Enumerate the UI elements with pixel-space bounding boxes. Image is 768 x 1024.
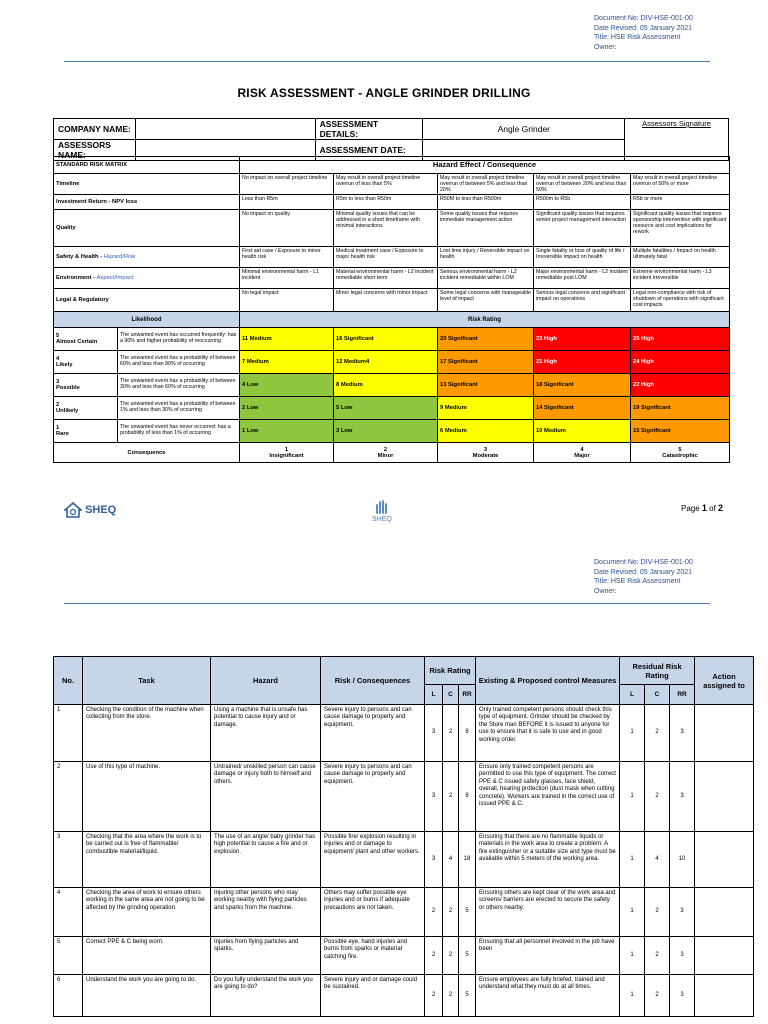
- row-residual-l: 1: [620, 888, 645, 937]
- row-residual-c: 2: [645, 705, 670, 762]
- row-controls: Ensuring others are kept clear of the work area and screens/ barriers are erected to secure the safety or others nearby.: [476, 888, 620, 937]
- table-row: [54, 832, 754, 888]
- row-risk: Possible fire/ explosion resulting in injuries and or damage to equipment/ plant and other workers.: [321, 832, 425, 888]
- row-l: 3: [425, 832, 443, 888]
- risk-rating-cell: 25 High: [631, 328, 730, 351]
- col-residual-c: C: [645, 685, 670, 705]
- risk-rating-cell: 3 Low: [334, 420, 438, 443]
- row-hazard: Do you fully understand the work you are going to do?: [211, 975, 321, 1017]
- effect-row: [54, 195, 730, 210]
- effect-cell: First aid case / Exposure to minor health risk: [240, 247, 334, 268]
- row-rr: 5: [459, 888, 476, 937]
- row-l: 3: [425, 705, 443, 762]
- row-task: Checking that the area where the work is to be carried out is free of flammable/ combustible material/liquid.: [83, 832, 211, 888]
- date-revised: Date Revised: 05 January 2021: [594, 568, 693, 576]
- effect-row-label: Quality: [54, 210, 240, 247]
- row-task: Checking the condition of the machine when collecting from the store.: [83, 705, 211, 762]
- risk-rating-cell: 12 Medium4: [334, 351, 438, 374]
- assessment-header-table: [53, 118, 729, 161]
- house-icon: [64, 502, 82, 518]
- table-row: [54, 888, 754, 937]
- row-residual-l: 1: [620, 937, 645, 975]
- col-no: No.: [54, 657, 83, 705]
- row-number: 5: [54, 937, 83, 975]
- effect-cell: Less than R5m: [240, 195, 334, 210]
- risk-rating-cell: 9 Medium: [438, 397, 534, 420]
- assessment-details-label: ASSESSMENT DETAILS:: [315, 119, 423, 140]
- col-rr: RR: [459, 685, 476, 705]
- effect-cell: May result in overall project timeline overrun of 50% or more: [631, 174, 730, 195]
- effect-cell: Lost time injury / Reversible impact on health: [438, 247, 534, 268]
- row-l: 2: [425, 937, 443, 975]
- col-residual-l: L: [620, 685, 645, 705]
- effect-row: [54, 174, 730, 195]
- row-rr: 8: [459, 705, 476, 762]
- row-rr: 5: [459, 937, 476, 975]
- risk-rating-cell: 5 Low: [334, 397, 438, 420]
- risk-matrix: [53, 156, 730, 463]
- row-number: 2: [54, 762, 83, 832]
- row-c: 2: [443, 937, 459, 975]
- effect-cell: Material environmental harm - L2 incident remediable short term: [334, 268, 438, 289]
- document-number: Document No: DIV-HSE-001-00: [594, 15, 693, 22]
- hazard-effect-header: Hazard Effect / Consequence: [240, 157, 730, 174]
- row-number: 3: [54, 832, 83, 888]
- effect-row: [54, 289, 730, 312]
- effect-cell: No legal impact: [240, 289, 334, 312]
- consequence-2: 2 Minor: [334, 443, 438, 463]
- row-residual-l: 1: [620, 975, 645, 1017]
- hand-icon: [374, 500, 390, 514]
- effect-cell: Significant quality issues that requires senior project management interaction: [534, 210, 631, 247]
- risk-rating-header: Risk Rating: [240, 312, 730, 328]
- col-c: C: [443, 685, 459, 705]
- row-action[interactable]: [695, 888, 754, 937]
- risk-rating-cell: 2 Low: [240, 397, 334, 420]
- effect-cell: Single fatality or loss of quality of life / Irreversible impact on health: [534, 247, 631, 268]
- effect-cell: R500m to R5b: [534, 195, 631, 210]
- likelihood-label: 5 Almost Certain: [54, 328, 118, 351]
- row-residual-c: 2: [645, 762, 670, 832]
- risk-rating-cell: 24 High: [631, 351, 730, 374]
- page-title: RISK ASSESSMENT - ANGLE GRINDER DRILLING: [237, 86, 531, 100]
- effect-cell: Minor legal concerns with minor impact: [334, 289, 438, 312]
- document-title: Title: HSE Risk Assessment: [594, 34, 681, 42]
- row-rr: 18: [459, 832, 476, 888]
- effect-cell: May result in overall project timeline overrun of between 5% and less than 20%: [438, 174, 534, 195]
- row-c: 2: [443, 888, 459, 937]
- row-rr: 8: [459, 762, 476, 832]
- likelihood-row: [54, 328, 730, 351]
- effect-cell: R50M to less than R500m: [438, 195, 534, 210]
- date-revised: Date Revised: 05 January 2021: [594, 24, 693, 32]
- document-number: Document No: DIV-HSE-001-00: [594, 559, 693, 566]
- effect-cell: Serious environmental harm - L2 incident remediable within LOM: [438, 268, 534, 289]
- likelihood-header: Likelihood: [54, 312, 240, 328]
- col-risk-rating: Risk Rating: [425, 657, 476, 685]
- effect-row: [54, 247, 730, 268]
- row-number: 1: [54, 705, 83, 762]
- table-row: [54, 937, 754, 975]
- row-task: Use of this type of machine.: [83, 762, 211, 832]
- row-task: Checking the area of work to ensure others working in the same area are not going to be affected by the grinding operation: [83, 888, 211, 937]
- header-divider-page2: [64, 603, 710, 604]
- effect-cell: Minimal quality issues that can be addressed in a short timeframe with minimal interactions: [334, 210, 438, 247]
- row-residual-l: 1: [620, 705, 645, 762]
- row-c: 2: [443, 762, 459, 832]
- risk-rows: [54, 705, 754, 1017]
- row-residual-rr: 3: [670, 762, 695, 832]
- likelihood-description: The unwanted event has occurred frequently: has a 90% and higher probability of reoccurring: [118, 328, 240, 351]
- likelihood-label: 3 Possible: [54, 374, 118, 397]
- risk-rating-cell: 11 Medium: [240, 328, 334, 351]
- row-hazard: Using a machine that is unsafe has potential to cause injury and or damage.: [211, 705, 321, 762]
- likelihood-description: The unwanted event has a probability of between 60% and less than 90% of occurring: [118, 351, 240, 374]
- row-residual-c: 2: [645, 937, 670, 975]
- assessment-details-field[interactable]: Angle Grinder: [423, 119, 625, 140]
- sheq-logo-left: SHEQ: [64, 502, 116, 518]
- risk-rating-cell: 4 Low: [240, 374, 334, 397]
- row-number: 4: [54, 888, 83, 937]
- row-l: 2: [425, 888, 443, 937]
- row-controls: Ensuring that all personnel involved in the job have been: [476, 937, 620, 975]
- consequence-label: Consequence: [54, 443, 240, 463]
- effect-cell: May result in overall project timeline overrun of between 20% and less than 50%: [534, 174, 631, 195]
- row-residual-rr: 10: [670, 832, 695, 888]
- effect-cell: Legal non-compliance with risk of shutdown of operations with significant cost impacts: [631, 289, 730, 312]
- likelihood-row: [54, 397, 730, 420]
- risk-rating-cell: 15 Significant: [631, 420, 730, 443]
- row-residual-rr: 3: [670, 975, 695, 1017]
- risk-rating-cell: 1 Low: [240, 420, 334, 443]
- effect-cell: Minimal environmental harm - L1 incident: [240, 268, 334, 289]
- risk-rating-cell: 18 Significant: [534, 374, 631, 397]
- row-risk: Severe injury and or damage could be sustained.: [321, 975, 425, 1017]
- col-task: Task: [83, 657, 211, 705]
- page-number: Page 1 of 2: [681, 503, 724, 513]
- risk-rating-cell: 19 Significant: [631, 397, 730, 420]
- row-hazard: Injuries from flying particles and sparks.: [211, 937, 321, 975]
- row-controls: Only trained competent persons should check this type of equipment. Grinder should be checked by the Store man BEFORE it is issued to anyone for use to ensure that it is safe to use and in good working order.: [476, 705, 620, 762]
- col-action: Action assigned to: [695, 657, 754, 705]
- risk-rating-cell: 16 Significant: [334, 328, 438, 351]
- effect-cell: May result in overall project timeline overrun of less than 5%: [334, 174, 438, 195]
- row-c: 4: [443, 832, 459, 888]
- table-row: [54, 762, 754, 832]
- row-c: 2: [443, 975, 459, 1017]
- consequence-4: 4 Major: [534, 443, 631, 463]
- row-residual-rr: 3: [670, 888, 695, 937]
- risk-rating-cell: 8 Medium: [334, 374, 438, 397]
- company-name-field[interactable]: [135, 119, 315, 140]
- col-residual-rr: RR: [670, 685, 695, 705]
- consequence-5: 5 Catastrophic: [631, 443, 730, 463]
- effect-cell: Medical treatment case / Exposure to major health risk: [334, 247, 438, 268]
- row-controls: Ensuring that there are no flammable liquids or materials in the work area to create a problem. A fire extinguisher or a suitable size and type must be available within 5 meters of the working area.: [476, 832, 620, 888]
- risk-rating-cell: 13 Significant: [438, 374, 534, 397]
- consequence-3: 3 Moderate: [438, 443, 534, 463]
- row-l: 3: [425, 762, 443, 832]
- risk-rating-cell: 10 Medium: [534, 420, 631, 443]
- row-residual-l: 1: [620, 832, 645, 888]
- row-risk: Possible eye, hand injuries and burns from sparks or material catching fire.: [321, 937, 425, 975]
- row-residual-c: 2: [645, 888, 670, 937]
- assessment-date-label: ASSESSMENT DATE:: [315, 140, 423, 161]
- effect-cell: No impact on quality: [240, 210, 334, 247]
- effect-cell: No impact on overall project timeline: [240, 174, 334, 195]
- likelihood-row: [54, 351, 730, 374]
- table-row: [54, 975, 754, 1017]
- likelihood-description: The unwanted event has a probability of between 1% and less than 30% of occurring: [118, 397, 240, 420]
- likelihood-description: The unwanted event has a probability of between 30% and less than 60% of occurring: [118, 374, 240, 397]
- assessors-signature-field[interactable]: Assessors Signature: [625, 119, 729, 161]
- likelihood-description: The unwanted event has never occurred: has a probability of less than 1% of occurring: [118, 420, 240, 443]
- effect-row: [54, 268, 730, 289]
- col-residual: Residual Risk Rating: [620, 657, 695, 685]
- row-l: 2: [425, 975, 443, 1017]
- row-controls: Ensure only trained competent persons are permitted to use this type of equipment. The correct PPE & C issued safety glasses, face shield, overall, hearing protection (dust mask when cutting concrete). Workers are trained in the correct use of issued PPE & C.: [476, 762, 620, 832]
- risk-rating-cell: 21 High: [534, 351, 631, 374]
- col-l: L: [425, 685, 443, 705]
- risk-assessment-table: [53, 656, 754, 1017]
- row-risk: Others may suffer possible eye injuries and or burns if adequate precautions are not taken.: [321, 888, 425, 937]
- consequence-1: 1 Insignificant: [240, 443, 334, 463]
- risk-rating-cell: 7 Medium: [240, 351, 334, 374]
- row-residual-l: 1: [620, 762, 645, 832]
- row-residual-c: 2: [645, 975, 670, 1017]
- row-action[interactable]: [695, 705, 754, 762]
- company-name-label: COMPANY NAME:: [54, 119, 136, 140]
- table-row: [54, 705, 754, 762]
- col-hazard: Hazard: [211, 657, 321, 705]
- effect-row-label: Environment - Aspect/Impact: [54, 268, 240, 289]
- row-action[interactable]: [695, 762, 754, 832]
- effect-row-label: Legal & Regulatory: [54, 289, 240, 312]
- row-controls: Ensure employees are fully briefed, trained and understand what they must do at all times.: [476, 975, 620, 1017]
- row-rr: 5: [459, 975, 476, 1017]
- document-title: Title: HSE Risk Assessment: [594, 578, 681, 586]
- likelihood-row: [54, 374, 730, 397]
- effect-cell: Major environmental harm - L2 incident remediable post LOM: [534, 268, 631, 289]
- row-residual-rr: 3: [670, 705, 695, 762]
- row-hazard: Injuring other persons who may working nearby with flying particles and sparks from the machine.: [211, 888, 321, 937]
- effect-cell: Some legal concerns with manageable level of impact: [438, 289, 534, 312]
- likelihood-label: 4 Likely: [54, 351, 118, 374]
- effect-cell: Serious legal concerns and significant impact on operations: [534, 289, 631, 312]
- row-task: Understand the work you are going to do.: [83, 975, 211, 1017]
- effect-cell: Extreme environmental harm - L3 incident irreversible: [631, 268, 730, 289]
- col-controls: Existing & Proposed control Measures: [476, 657, 620, 705]
- risk-rating-cell: 6 Medium: [438, 420, 534, 443]
- row-action[interactable]: [695, 975, 754, 1017]
- row-action[interactable]: [695, 832, 754, 888]
- col-risk: Risk / Consequences: [321, 657, 425, 705]
- likelihood-row: [54, 420, 730, 443]
- effect-row-label: Timeline: [54, 174, 240, 195]
- row-hazard: The use of an angle/ baby grinder has high potential to cause a fire and or explosion.: [211, 832, 321, 888]
- document-owner: Owner:: [594, 587, 617, 595]
- likelihood-label: 2 Unlikely: [54, 397, 118, 420]
- likelihood-rows: [54, 328, 730, 443]
- likelihood-label: 1 Rare: [54, 420, 118, 443]
- effect-cell: R5m to less than R50m: [334, 195, 438, 210]
- risk-rating-cell: 14 Significant: [534, 397, 631, 420]
- header-divider: [64, 61, 710, 62]
- row-number: 6: [54, 975, 83, 1017]
- row-residual-rr: 3: [670, 937, 695, 975]
- effect-cell: Significant quality issues that requires sponsorship intervention with significant resource and cost implications for rework: [631, 210, 730, 247]
- row-task: Correct PPE & C being worn.: [83, 937, 211, 975]
- assessors-name-label: ASSESSORS NAME:: [54, 140, 136, 161]
- risk-rating-cell: 17 Significant: [438, 351, 534, 374]
- row-risk: Severe injury to persons and can cause damage to property and equipment.: [321, 705, 425, 762]
- risk-rating-cell: 20 Significant: [438, 328, 534, 351]
- effect-row: [54, 210, 730, 247]
- effect-cell: Some quality issues that requires immediate management action: [438, 210, 534, 247]
- sheq-logo-center: SHEQ: [372, 500, 392, 523]
- row-action[interactable]: [695, 937, 754, 975]
- row-risk: Severe injury to persons and can cause damage to property and equipment.: [321, 762, 425, 832]
- standard-risk-matrix-label: STANDARD RISK MATRIX: [54, 157, 240, 174]
- document-owner: Owner:: [594, 43, 617, 51]
- document-meta-page2: [594, 558, 693, 596]
- effect-cell: R5b or more: [631, 195, 730, 210]
- effect-rows: [54, 174, 730, 312]
- row-c: 2: [443, 705, 459, 762]
- effect-row-label: Safety & Health - Hazard/Risk: [54, 247, 240, 268]
- risk-rating-cell: 22 High: [631, 374, 730, 397]
- document-meta: [594, 14, 693, 52]
- row-residual-c: 4: [645, 832, 670, 888]
- effect-cell: Multiple fatalities / Impact on health ultimately fatal: [631, 247, 730, 268]
- row-hazard: Untrained/ unskilled person can cause damage or injury both to himself and others.: [211, 762, 321, 832]
- risk-rating-cell: 23 High: [534, 328, 631, 351]
- effect-row-label: Investment Return - NPV loss: [54, 195, 240, 210]
